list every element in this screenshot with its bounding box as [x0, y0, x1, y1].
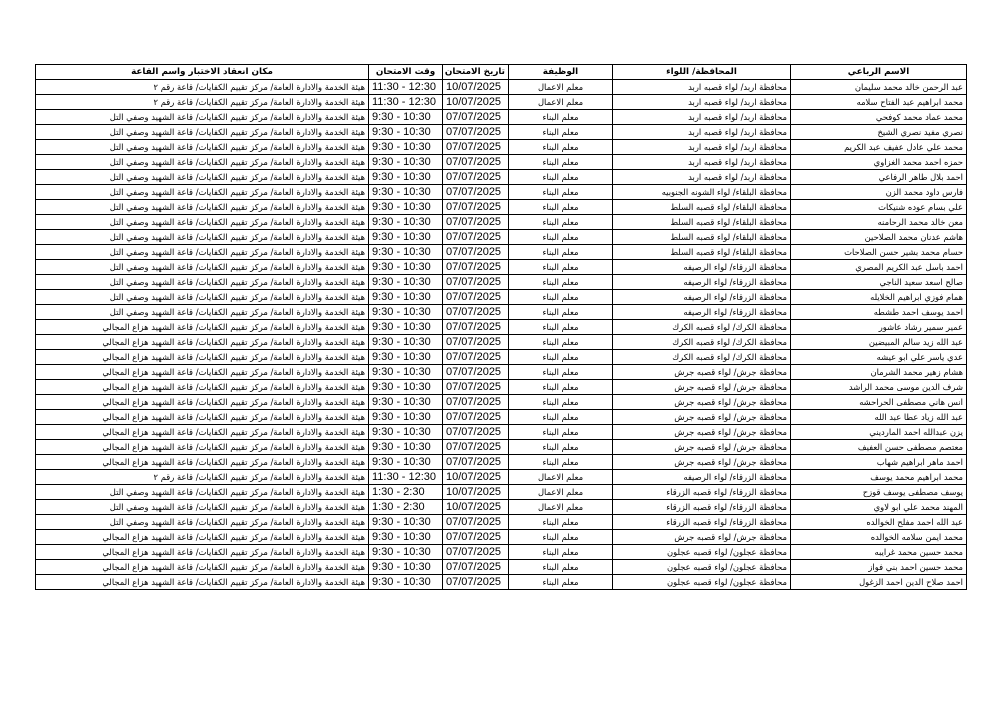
- cell-job: معلم البناء: [509, 125, 613, 140]
- cell-job: معلم البناء: [509, 455, 613, 470]
- table-row: [36, 290, 967, 305]
- table-row: [36, 170, 967, 185]
- cell-job: معلم البناء: [509, 155, 613, 170]
- table-row: [36, 185, 967, 200]
- cell-date: 07/07/2025: [443, 305, 509, 320]
- header-job: الوظيفة: [509, 65, 613, 80]
- table-row: [36, 425, 967, 440]
- cell-job: معلم الاعمال: [509, 470, 613, 485]
- cell-time: 9:30 - 10:30: [369, 305, 443, 320]
- cell-job: معلم البناء: [509, 395, 613, 410]
- cell-place: هيئة الخدمة والادارة العامة/ مركز تقييم الكفايات/ قاعة الشهيد هزاع المجالي: [36, 575, 369, 590]
- cell-place: هيئة الخدمة والادارة العامة/ مركز تقييم الكفايات/ قاعة الشهيد هزاع المجالي: [36, 320, 369, 335]
- cell-governorate: محافظة اربد/ لواء قصبه اربد: [613, 125, 791, 140]
- cell-name: محمد حسين محمد غرايبه: [791, 545, 967, 560]
- cell-governorate: محافظة اربد/ لواء قصبه اربد: [613, 110, 791, 125]
- cell-job: معلم البناء: [509, 170, 613, 185]
- cell-time: 9:30 - 10:30: [369, 410, 443, 425]
- cell-date: 07/07/2025: [443, 440, 509, 455]
- cell-date: 07/07/2025: [443, 230, 509, 245]
- cell-place: هيئة الخدمة والادارة العامة/ مركز تقييم الكفايات/ قاعة الشهيد هزاع المجالي: [36, 335, 369, 350]
- cell-governorate: محافظة جرش/ لواء قصبه جرش: [613, 380, 791, 395]
- cell-governorate: محافظة الكرك/ لواء قصبه الكرك: [613, 350, 791, 365]
- table-row: [36, 380, 967, 395]
- cell-name: فارس داود محمد الزن: [791, 185, 967, 200]
- table-row: [36, 395, 967, 410]
- table-row: [36, 500, 967, 515]
- cell-time: 9:30 - 10:30: [369, 545, 443, 560]
- cell-place: هيئة الخدمة والادارة العامة/ مركز تقييم الكفايات/ قاعة الشهيد هزاع المجالي: [36, 410, 369, 425]
- table-row: [36, 125, 967, 140]
- cell-time: 11:30 - 12:30: [369, 95, 443, 110]
- table-row: [36, 95, 967, 110]
- cell-date: 10/07/2025: [443, 485, 509, 500]
- cell-name: عبد الرحمن خالد محمد سليمان: [791, 80, 967, 95]
- cell-job: معلم البناء: [509, 545, 613, 560]
- cell-governorate: محافظة اربد/ لواء قصبه اربد: [613, 140, 791, 155]
- cell-job: معلم البناء: [509, 440, 613, 455]
- cell-time: 9:30 - 10:30: [369, 560, 443, 575]
- table-row: [36, 470, 967, 485]
- cell-place: هيئة الخدمة والادارة العامة/ مركز تقييم الكفايات/ قاعة الشهيد هزاع المجالي: [36, 380, 369, 395]
- cell-time: 9:30 - 10:30: [369, 275, 443, 290]
- cell-job: معلم البناء: [509, 560, 613, 575]
- cell-place: هيئة الخدمة والادارة العامة/ مركز تقييم الكفايات/ قاعة الشهيد هزاع المجالي: [36, 425, 369, 440]
- cell-name: معتصم مصطفى حسن العفيف: [791, 440, 967, 455]
- cell-place: هيئة الخدمة والادارة العامة/ مركز تقييم الكفايات/ قاعة الشهيد وصفي التل: [36, 200, 369, 215]
- cell-job: معلم البناء: [509, 140, 613, 155]
- cell-date: 07/07/2025: [443, 110, 509, 125]
- cell-name: احمد صلاح الدين احمد الزغول: [791, 575, 967, 590]
- cell-job: معلم البناء: [509, 260, 613, 275]
- cell-job: معلم البناء: [509, 335, 613, 350]
- cell-governorate: محافظة جرش/ لواء قصبه جرش: [613, 365, 791, 380]
- table-row: [36, 440, 967, 455]
- cell-date: 10/07/2025: [443, 80, 509, 95]
- cell-job: معلم البناء: [509, 515, 613, 530]
- cell-date: 07/07/2025: [443, 185, 509, 200]
- cell-place: هيئة الخدمة والادارة العامة/ مركز تقييم الكفايات/ قاعة رقم ٢: [36, 95, 369, 110]
- cell-time: 9:30 - 10:30: [369, 425, 443, 440]
- table-row: [36, 410, 967, 425]
- cell-time: 9:30 - 10:30: [369, 575, 443, 590]
- cell-governorate: محافظة الكرك/ لواء قصبه الكرك: [613, 335, 791, 350]
- cell-time: 1:30 - 2:30: [369, 485, 443, 500]
- cell-governorate: محافظة الزرقاء/ لواء الرصيفه: [613, 260, 791, 275]
- cell-date: 07/07/2025: [443, 545, 509, 560]
- table-row: [36, 155, 967, 170]
- cell-job: معلم البناء: [509, 185, 613, 200]
- exam-schedule-sheet: [35, 64, 966, 590]
- cell-governorate: محافظة الزرقاء/ لواء الرصيفه: [613, 290, 791, 305]
- cell-governorate: محافظة عجلون/ لواء قصبه عجلون: [613, 575, 791, 590]
- cell-job: معلم البناء: [509, 305, 613, 320]
- cell-date: 07/07/2025: [443, 395, 509, 410]
- cell-name: حسام محمد بشير حسن الصلاحات: [791, 245, 967, 260]
- cell-name: همام فوزي ابراهيم الخلايله: [791, 290, 967, 305]
- cell-governorate: محافظة البلقاء/ لواء الشونه الجنوبيه: [613, 185, 791, 200]
- cell-name: محمد حسين احمد بني فواز: [791, 560, 967, 575]
- cell-time: 9:30 - 10:30: [369, 110, 443, 125]
- table-row: [36, 320, 967, 335]
- cell-time: 9:30 - 10:30: [369, 455, 443, 470]
- table-row: [36, 365, 967, 380]
- cell-time: 9:30 - 10:30: [369, 200, 443, 215]
- cell-governorate: محافظة الزرقاء/ لواء قصبه الزرقاء: [613, 500, 791, 515]
- table-row: [36, 245, 967, 260]
- cell-time: 9:30 - 10:30: [369, 350, 443, 365]
- cell-date: 07/07/2025: [443, 155, 509, 170]
- cell-job: معلم البناء: [509, 425, 613, 440]
- cell-place: هيئة الخدمة والادارة العامة/ مركز تقييم الكفايات/ قاعة الشهيد وصفي التل: [36, 230, 369, 245]
- table-row: [36, 530, 967, 545]
- cell-name: هشام زهير محمد الشرمان: [791, 365, 967, 380]
- cell-date: 07/07/2025: [443, 530, 509, 545]
- cell-job: معلم البناء: [509, 245, 613, 260]
- cell-name: معن خالد محمد الرحامنه: [791, 215, 967, 230]
- cell-date: 10/07/2025: [443, 95, 509, 110]
- cell-time: 1:30 - 2:30: [369, 500, 443, 515]
- cell-place: هيئة الخدمة والادارة العامة/ مركز تقييم الكفايات/ قاعة الشهيد وصفي التل: [36, 215, 369, 230]
- cell-place: هيئة الخدمة والادارة العامة/ مركز تقييم الكفايات/ قاعة الشهيد وصفي التل: [36, 500, 369, 515]
- cell-governorate: محافظة اربد/ لواء قصبه اربد: [613, 170, 791, 185]
- cell-date: 07/07/2025: [443, 515, 509, 530]
- cell-time: 9:30 - 10:30: [369, 215, 443, 230]
- table-row: [36, 230, 967, 245]
- cell-governorate: محافظة الزرقاء/ لواء قصبه الزرقاء: [613, 515, 791, 530]
- cell-job: معلم البناء: [509, 200, 613, 215]
- cell-name: صالح اسعد سعيد الناجي: [791, 275, 967, 290]
- cell-time: 9:30 - 10:30: [369, 260, 443, 275]
- exam-schedule-table: [35, 64, 967, 590]
- cell-date: 07/07/2025: [443, 320, 509, 335]
- cell-job: معلم الاعمال: [509, 80, 613, 95]
- cell-time: 9:30 - 10:30: [369, 155, 443, 170]
- cell-name: يوسف مصطفى يوسف قوزح: [791, 485, 967, 500]
- cell-date: 10/07/2025: [443, 500, 509, 515]
- header-date: تاريخ الامتحان: [443, 65, 509, 80]
- table-row: [36, 575, 967, 590]
- cell-governorate: محافظة عجلون/ لواء قصبه عجلون: [613, 545, 791, 560]
- cell-date: 07/07/2025: [443, 260, 509, 275]
- cell-name: محمد علي عادل عفيف عبد الكريم: [791, 140, 967, 155]
- table-row: [36, 215, 967, 230]
- cell-place: هيئة الخدمة والادارة العامة/ مركز تقييم الكفايات/ قاعة رقم ٢: [36, 80, 369, 95]
- cell-job: معلم البناء: [509, 215, 613, 230]
- table-row: [36, 140, 967, 155]
- cell-name: محمد ابراهيم عبد الفتاح سلامه: [791, 95, 967, 110]
- cell-place: هيئة الخدمة والادارة العامة/ مركز تقييم الكفايات/ قاعة الشهيد هزاع المجالي: [36, 440, 369, 455]
- cell-time: 11:30 - 12:30: [369, 80, 443, 95]
- cell-time: 9:30 - 10:30: [369, 440, 443, 455]
- cell-job: معلم البناء: [509, 410, 613, 425]
- cell-date: 07/07/2025: [443, 215, 509, 230]
- cell-place: هيئة الخدمة والادارة العامة/ مركز تقييم الكفايات/ قاعة الشهيد وصفي التل: [36, 290, 369, 305]
- cell-time: 9:30 - 10:30: [369, 365, 443, 380]
- cell-time: 9:30 - 10:30: [369, 140, 443, 155]
- cell-name: احمد ماهر ابراهيم شهاب: [791, 455, 967, 470]
- cell-governorate: محافظة البلقاء/ لواء قصبه السلط: [613, 200, 791, 215]
- table-row: [36, 350, 967, 365]
- cell-name: انس هاني مصطفى الحراحشه: [791, 395, 967, 410]
- cell-name: المهند محمد علي ابو لاوي: [791, 500, 967, 515]
- cell-place: هيئة الخدمة والادارة العامة/ مركز تقييم الكفايات/ قاعة الشهيد وصفي التل: [36, 260, 369, 275]
- cell-date: 07/07/2025: [443, 140, 509, 155]
- cell-governorate: محافظة الزرقاء/ لواء قصبه الزرقاء: [613, 485, 791, 500]
- cell-place: هيئة الخدمة والادارة العامة/ مركز تقييم الكفايات/ قاعة الشهيد وصفي التل: [36, 485, 369, 500]
- cell-date: 07/07/2025: [443, 335, 509, 350]
- cell-place: هيئة الخدمة والادارة العامة/ مركز تقييم الكفايات/ قاعة الشهيد هزاع المجالي: [36, 395, 369, 410]
- table-row: [36, 515, 967, 530]
- cell-place: هيئة الخدمة والادارة العامة/ مركز تقييم الكفايات/ قاعة الشهيد هزاع المجالي: [36, 350, 369, 365]
- cell-job: معلم الاعمال: [509, 485, 613, 500]
- cell-place: هيئة الخدمة والادارة العامة/ مركز تقييم الكفايات/ قاعة الشهيد وصفي التل: [36, 170, 369, 185]
- cell-job: معلم الاعمال: [509, 95, 613, 110]
- cell-governorate: محافظة الكرك/ لواء قصبه الكرك: [613, 320, 791, 335]
- cell-time: 9:30 - 10:30: [369, 395, 443, 410]
- cell-date: 07/07/2025: [443, 275, 509, 290]
- cell-place: هيئة الخدمة والادارة العامة/ مركز تقييم الكفايات/ قاعة الشهيد هزاع المجالي: [36, 455, 369, 470]
- cell-job: معلم البناء: [509, 575, 613, 590]
- cell-name: علي بسام عوده شنيكات: [791, 200, 967, 215]
- cell-place: هيئة الخدمة والادارة العامة/ مركز تقييم الكفايات/ قاعة الشهيد وصفي التل: [36, 275, 369, 290]
- table-row: [36, 305, 967, 320]
- cell-name: محمد عماد محمد كوفحي: [791, 110, 967, 125]
- cell-name: احمد بلال طاهر الرفاعي: [791, 170, 967, 185]
- cell-name: يزن عبدالله احمد المارديني: [791, 425, 967, 440]
- cell-governorate: محافظة جرش/ لواء قصبه جرش: [613, 410, 791, 425]
- cell-governorate: محافظة الزرقاء/ لواء الرصيفه: [613, 275, 791, 290]
- cell-time: 9:30 - 10:30: [369, 515, 443, 530]
- cell-time: 9:30 - 10:30: [369, 530, 443, 545]
- cell-date: 07/07/2025: [443, 560, 509, 575]
- cell-date: 07/07/2025: [443, 170, 509, 185]
- cell-governorate: محافظة اربد/ لواء قصبه اربد: [613, 80, 791, 95]
- cell-place: هيئة الخدمة والادارة العامة/ مركز تقييم الكفايات/ قاعة الشهيد هزاع المجالي: [36, 545, 369, 560]
- cell-job: معلم البناء: [509, 530, 613, 545]
- cell-time: 9:30 - 10:30: [369, 185, 443, 200]
- cell-place: هيئة الخدمة والادارة العامة/ مركز تقييم الكفايات/ قاعة الشهيد وصفي التل: [36, 110, 369, 125]
- table-row: [36, 485, 967, 500]
- cell-governorate: محافظة جرش/ لواء قصبه جرش: [613, 395, 791, 410]
- cell-place: هيئة الخدمة والادارة العامة/ مركز تقييم الكفايات/ قاعة الشهيد وصفي التل: [36, 140, 369, 155]
- cell-governorate: محافظة الزرقاء/ لواء الرصيفه: [613, 470, 791, 485]
- cell-place: هيئة الخدمة والادارة العامة/ مركز تقييم الكفايات/ قاعة الشهيد هزاع المجالي: [36, 560, 369, 575]
- cell-name: احمد يوسف احمد طشطه: [791, 305, 967, 320]
- cell-name: محمد ايمن سلامه الخوالده: [791, 530, 967, 545]
- cell-place: هيئة الخدمة والادارة العامة/ مركز تقييم الكفايات/ قاعة الشهيد هزاع المجالي: [36, 530, 369, 545]
- cell-name: عبد الله احمد مفلح الخوالده: [791, 515, 967, 530]
- cell-date: 07/07/2025: [443, 575, 509, 590]
- cell-date: 07/07/2025: [443, 455, 509, 470]
- cell-time: 9:30 - 10:30: [369, 320, 443, 335]
- cell-name: عبد الله زياد عطا عبد الله: [791, 410, 967, 425]
- cell-time: 11:30 - 12:30: [369, 470, 443, 485]
- cell-name: عبد الله زيد سالم المبيضين: [791, 335, 967, 350]
- cell-governorate: محافظة البلقاء/ لواء قصبه السلط: [613, 230, 791, 245]
- cell-governorate: محافظة البلقاء/ لواء قصبه السلط: [613, 245, 791, 260]
- cell-date: 07/07/2025: [443, 350, 509, 365]
- cell-time: 9:30 - 10:30: [369, 245, 443, 260]
- cell-job: معلم الاعمال: [509, 500, 613, 515]
- cell-name: احمد باسل عبد الكريم المصري: [791, 260, 967, 275]
- cell-date: 07/07/2025: [443, 410, 509, 425]
- cell-time: 9:30 - 10:30: [369, 335, 443, 350]
- table-row: [36, 200, 967, 215]
- cell-job: معلم البناء: [509, 290, 613, 305]
- cell-name: نصري مفيد نصري الشيخ: [791, 125, 967, 140]
- cell-place: هيئة الخدمة والادارة العامة/ مركز تقييم الكفايات/ قاعة الشهيد هزاع المجالي: [36, 365, 369, 380]
- cell-job: معلم البناء: [509, 110, 613, 125]
- cell-job: معلم البناء: [509, 380, 613, 395]
- cell-date: 07/07/2025: [443, 365, 509, 380]
- cell-name: حمزه احمد محمد الغزاوي: [791, 155, 967, 170]
- table-body: [36, 80, 967, 590]
- cell-place: هيئة الخدمة والادارة العامة/ مركز تقييم الكفايات/ قاعة الشهيد وصفي التل: [36, 155, 369, 170]
- cell-name: شرف الدين موسى محمد الراشد: [791, 380, 967, 395]
- table-row: [36, 80, 967, 95]
- header-name: الاسم الرباعي: [791, 65, 967, 80]
- table-row: [36, 545, 967, 560]
- cell-time: 9:30 - 10:30: [369, 380, 443, 395]
- cell-governorate: محافظة جرش/ لواء قصبه جرش: [613, 425, 791, 440]
- cell-governorate: محافظة جرش/ لواء قصبه جرش: [613, 530, 791, 545]
- cell-place: هيئة الخدمة والادارة العامة/ مركز تقييم الكفايات/ قاعة رقم ٢: [36, 470, 369, 485]
- cell-governorate: محافظة الزرقاء/ لواء الرصيفه: [613, 305, 791, 320]
- cell-governorate: محافظة اربد/ لواء قصبه اربد: [613, 95, 791, 110]
- table-row: [36, 110, 967, 125]
- table-row: [36, 455, 967, 470]
- header-governorate: المحافظة/ اللواء: [613, 65, 791, 80]
- header-row: [36, 65, 967, 80]
- cell-place: هيئة الخدمة والادارة العامة/ مركز تقييم الكفايات/ قاعة الشهيد وصفي التل: [36, 185, 369, 200]
- cell-place: هيئة الخدمة والادارة العامة/ مركز تقييم الكفايات/ قاعة الشهيد وصفي التل: [36, 125, 369, 140]
- cell-time: 9:30 - 10:30: [369, 290, 443, 305]
- cell-place: هيئة الخدمة والادارة العامة/ مركز تقييم الكفايات/ قاعة الشهيد وصفي التل: [36, 515, 369, 530]
- cell-name: عمير سمير رشاد عاشور: [791, 320, 967, 335]
- header-time: وقت الامتحان: [369, 65, 443, 80]
- cell-place: هيئة الخدمة والادارة العامة/ مركز تقييم الكفايات/ قاعة الشهيد وصفي التل: [36, 305, 369, 320]
- table-row: [36, 560, 967, 575]
- cell-name: محمد ابراهيم محمد يوسف: [791, 470, 967, 485]
- cell-governorate: محافظة عجلون/ لواء قصبه عجلون: [613, 560, 791, 575]
- cell-place: هيئة الخدمة والادارة العامة/ مركز تقييم الكفايات/ قاعة الشهيد وصفي التل: [36, 245, 369, 260]
- table-row: [36, 335, 967, 350]
- cell-time: 9:30 - 10:30: [369, 170, 443, 185]
- cell-date: 07/07/2025: [443, 245, 509, 260]
- cell-time: 9:30 - 10:30: [369, 125, 443, 140]
- table-row: [36, 275, 967, 290]
- cell-job: معلم البناء: [509, 320, 613, 335]
- cell-job: معلم البناء: [509, 275, 613, 290]
- cell-date: 07/07/2025: [443, 125, 509, 140]
- cell-time: 9:30 - 10:30: [369, 230, 443, 245]
- cell-date: 07/07/2025: [443, 200, 509, 215]
- cell-date: 07/07/2025: [443, 425, 509, 440]
- cell-date: 07/07/2025: [443, 380, 509, 395]
- cell-name: عدي ياسر علي ابو عيشه: [791, 350, 967, 365]
- header-place: مكان انعقاد الاختبار واسم القاعة: [36, 65, 369, 80]
- cell-governorate: محافظة جرش/ لواء قصبه جرش: [613, 455, 791, 470]
- cell-job: معلم البناء: [509, 350, 613, 365]
- cell-governorate: محافظة اربد/ لواء قصبه اربد: [613, 155, 791, 170]
- cell-date: 07/07/2025: [443, 290, 509, 305]
- cell-name: هاشم عدنان محمد الصلاحين: [791, 230, 967, 245]
- cell-governorate: محافظة جرش/ لواء قصبه جرش: [613, 440, 791, 455]
- cell-job: معلم البناء: [509, 365, 613, 380]
- cell-job: معلم البناء: [509, 230, 613, 245]
- cell-date: 10/07/2025: [443, 470, 509, 485]
- cell-governorate: محافظة البلقاء/ لواء قصبه السلط: [613, 215, 791, 230]
- table-row: [36, 260, 967, 275]
